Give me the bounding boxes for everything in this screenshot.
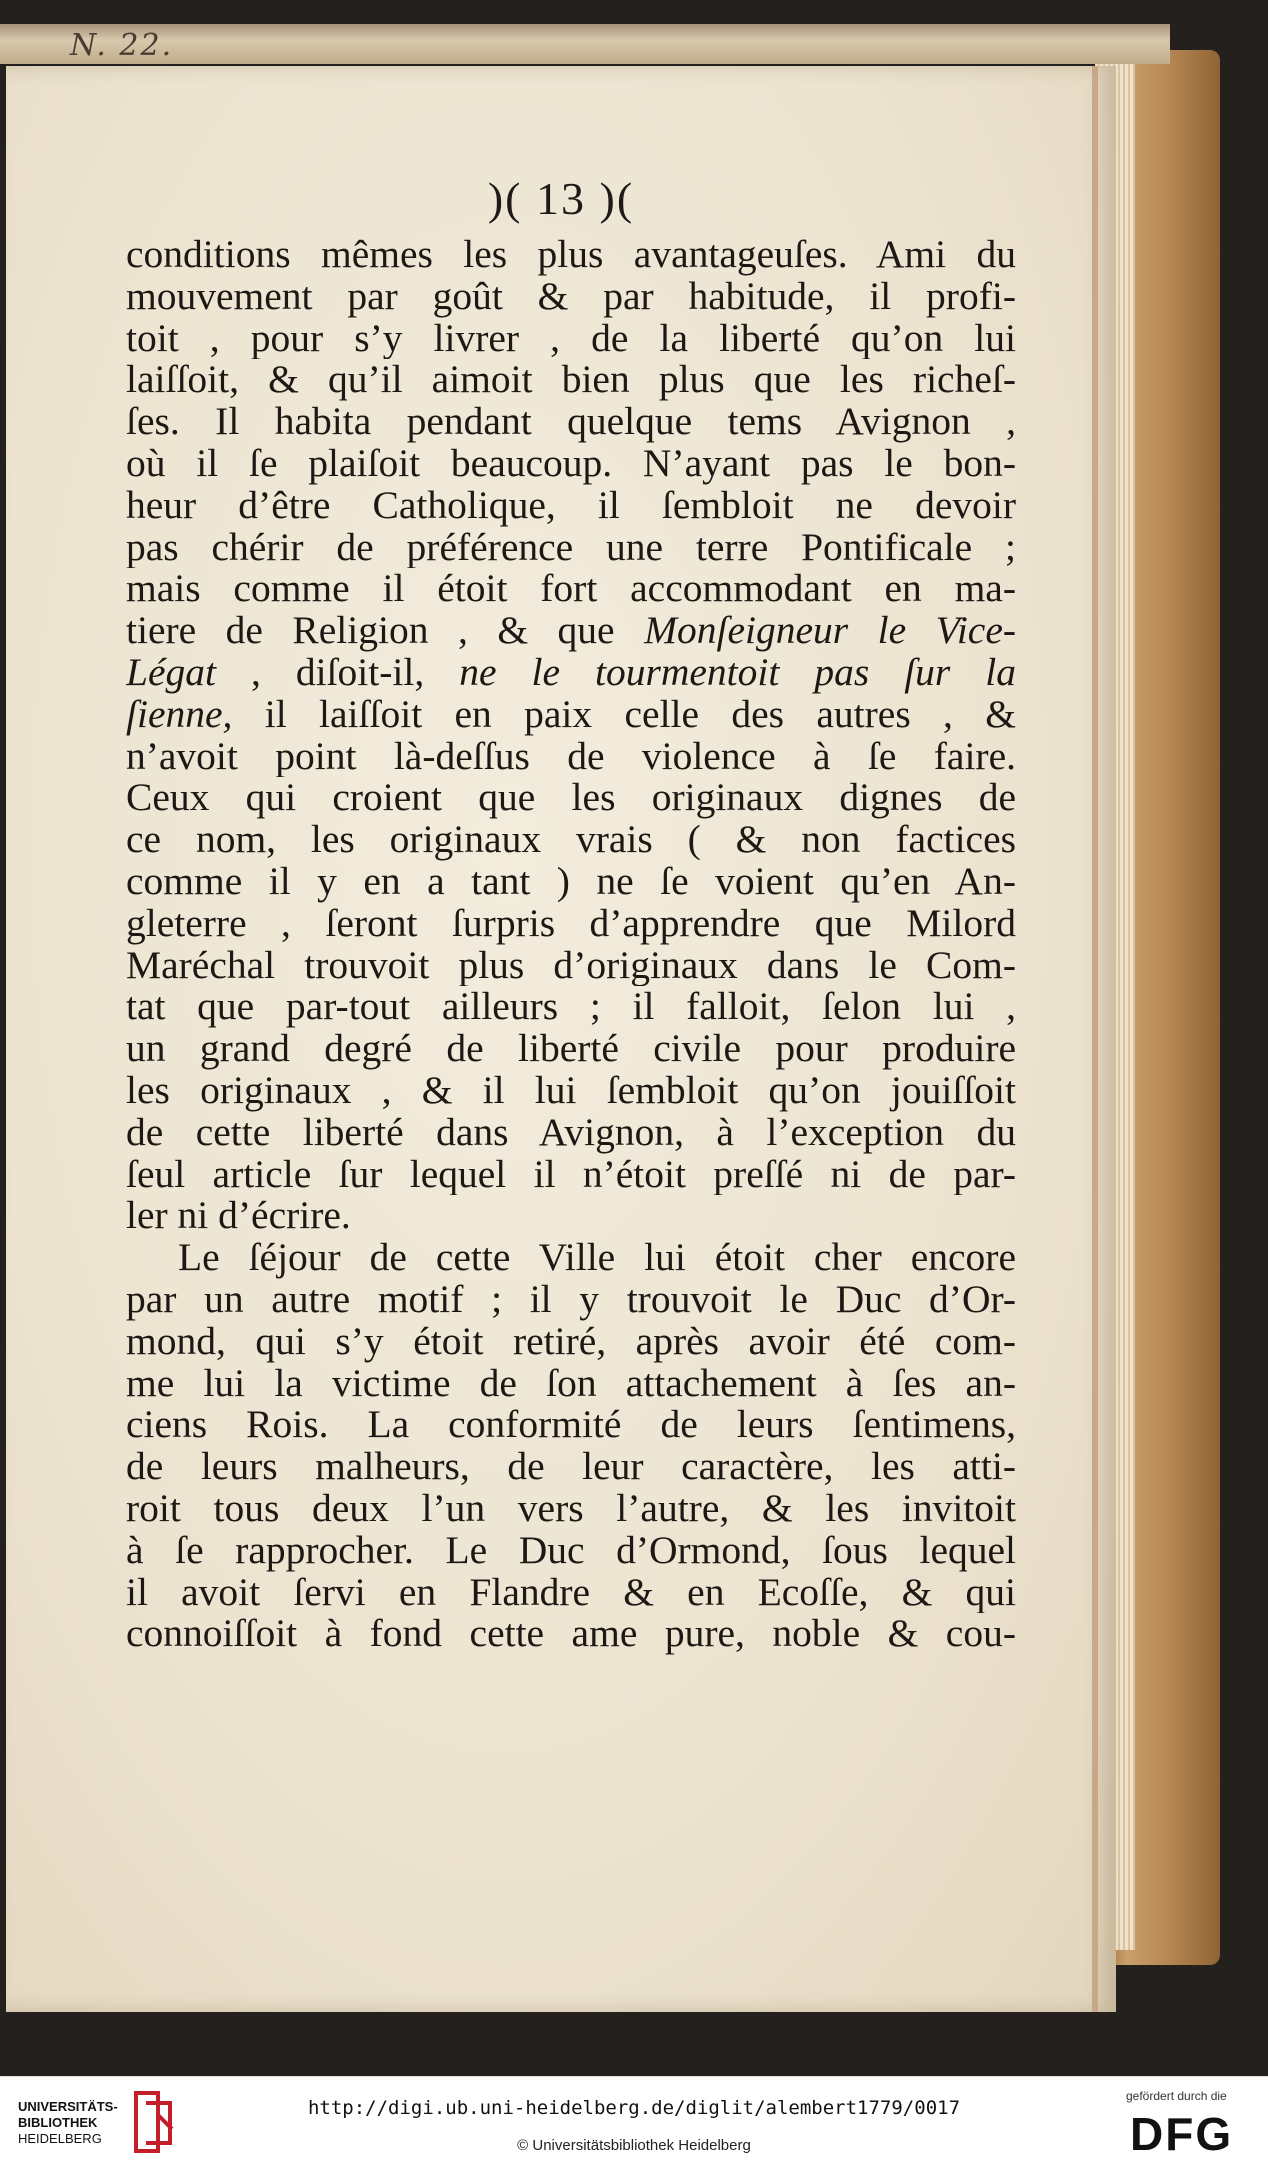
text-segment: , diſoit-il, [250, 651, 425, 694]
text-line: comme il y en a tant ) ne ſe voient qu’en An- [126, 860, 1016, 903]
text-line: laiſſoit, & qu’il aimoit bien plus que les richeſ- [126, 359, 1016, 402]
text-line: de cette liberté dans Avignon, à l’exception du [126, 1111, 1016, 1154]
text-line: connoiſſoit à fond cette ame pure, noble & cou- [126, 1613, 1016, 1656]
top-margin-strip [0, 24, 1170, 64]
footer-bar [0, 2076, 1268, 2168]
text-line: pas chérir de préférence une terre Pontificale ; [126, 526, 1016, 569]
text-line: gleterre , ſeront ſurpris d’apprendre que Milord [126, 902, 1016, 945]
text-line: mouvement par goût & par habitude, il profi- [126, 275, 1016, 318]
italic-segment: ſienne, [126, 693, 233, 736]
italic-segment: ne le tourmentoit pas ſur la [459, 651, 1016, 694]
text-line: mond, qui s’y étoit retiré, après avoir été com- [126, 1320, 1016, 1363]
library-name-line: UNIVERSITÄTS- [18, 2099, 118, 2114]
text-line: ſeul article ſur lequel il n’étoit preſſé ni de par- [126, 1153, 1016, 1196]
text-line: de leurs malheurs, de leur caractère, les atti- [126, 1446, 1016, 1488]
copyright-notice: © Universitätsbibliothek Heidelberg [517, 2137, 751, 2154]
text-line: me lui la victime de ſon attachement à ſes an- [126, 1362, 1016, 1405]
text-line: ler ni d’écrire. [126, 1195, 351, 1238]
funding-caption: gefördert durch die [1126, 2089, 1227, 2103]
text-line: Maréchal trouvoit plus d’originaux dans le Com- [126, 944, 1016, 987]
text-line: Le ſéjour de cette Ville lui étoit cher encore [178, 1237, 1016, 1279]
text-line: n’avoit point là-deſſus de violence à ſe faire. [126, 735, 1016, 778]
permalink-url[interactable]: http://digi.ub.uni-heidelberg.de/diglit/alembert1779/0017 [307, 2097, 961, 2119]
shelf-mark: N. 22. [70, 28, 174, 63]
text-line [126, 694, 1016, 736]
text-line: toit , pour s’y livrer , de la liberté qu’on lui [126, 317, 1016, 360]
text-line [126, 652, 1016, 694]
page-sheet [6, 66, 1116, 2012]
text-line: à ſe rapprocher. Le Duc d’Ormond, ſous lequel [126, 1529, 1016, 1572]
text-line: heur d’être Catholique, il ſembloit ne devoir [126, 484, 1016, 527]
text-line: un grand degré de liberté civile pour produire [126, 1028, 1016, 1070]
text-segment: il laiſſoit en paix celle des autres , & [264, 693, 1016, 736]
text-line: par un autre motif ; il y trouvoit le Duc d’Or- [126, 1278, 1016, 1321]
text-line: roit tous deux l’un vers l’autre, & les invitoit [126, 1487, 1016, 1530]
text-line: Ceux qui croient que les originaux dignes de [126, 777, 1016, 820]
page-number: )( 13 )( [487, 173, 635, 224]
text-line: où il ſe plaiſoit beaucoup. N’ayant pas le bon- [126, 442, 1016, 485]
text-line: les originaux , & il lui ſembloit qu’on jouiſſoit [126, 1069, 1016, 1112]
text-line [126, 610, 1016, 652]
text-line: il avoit ſervi en Flandre & en Ecoſſe, & qui [126, 1571, 1016, 1614]
library-name-line: BIBLIOTHEK [18, 2115, 98, 2130]
library-name-line: HEIDELBERG [18, 2131, 102, 2146]
text-segment: tiere de Religion , & que [126, 610, 615, 652]
italic-segment: Légat [126, 651, 216, 694]
dfg-logo: DFG [1130, 2108, 1234, 2160]
text-line: mais comme il étoit fort accommodant en ma- [126, 568, 1016, 611]
body-text [126, 234, 1016, 1655]
text-line: conditions mêmes les plus avantageuſes. Ami du [126, 234, 1016, 276]
italic-segment: Monſeigneur le Vice- [644, 610, 1016, 652]
text-line: tat que par-tout ailleurs ; il falloit, ſelon lui , [126, 986, 1016, 1029]
text-line: ce nom, les originaux vrais ( & non factices [126, 819, 1016, 861]
text-line: ſes. Il habita pendant quelque tems Avignon , [126, 401, 1016, 443]
text-line: ciens Rois. La conformité de leurs ſentimens, [126, 1404, 1016, 1447]
